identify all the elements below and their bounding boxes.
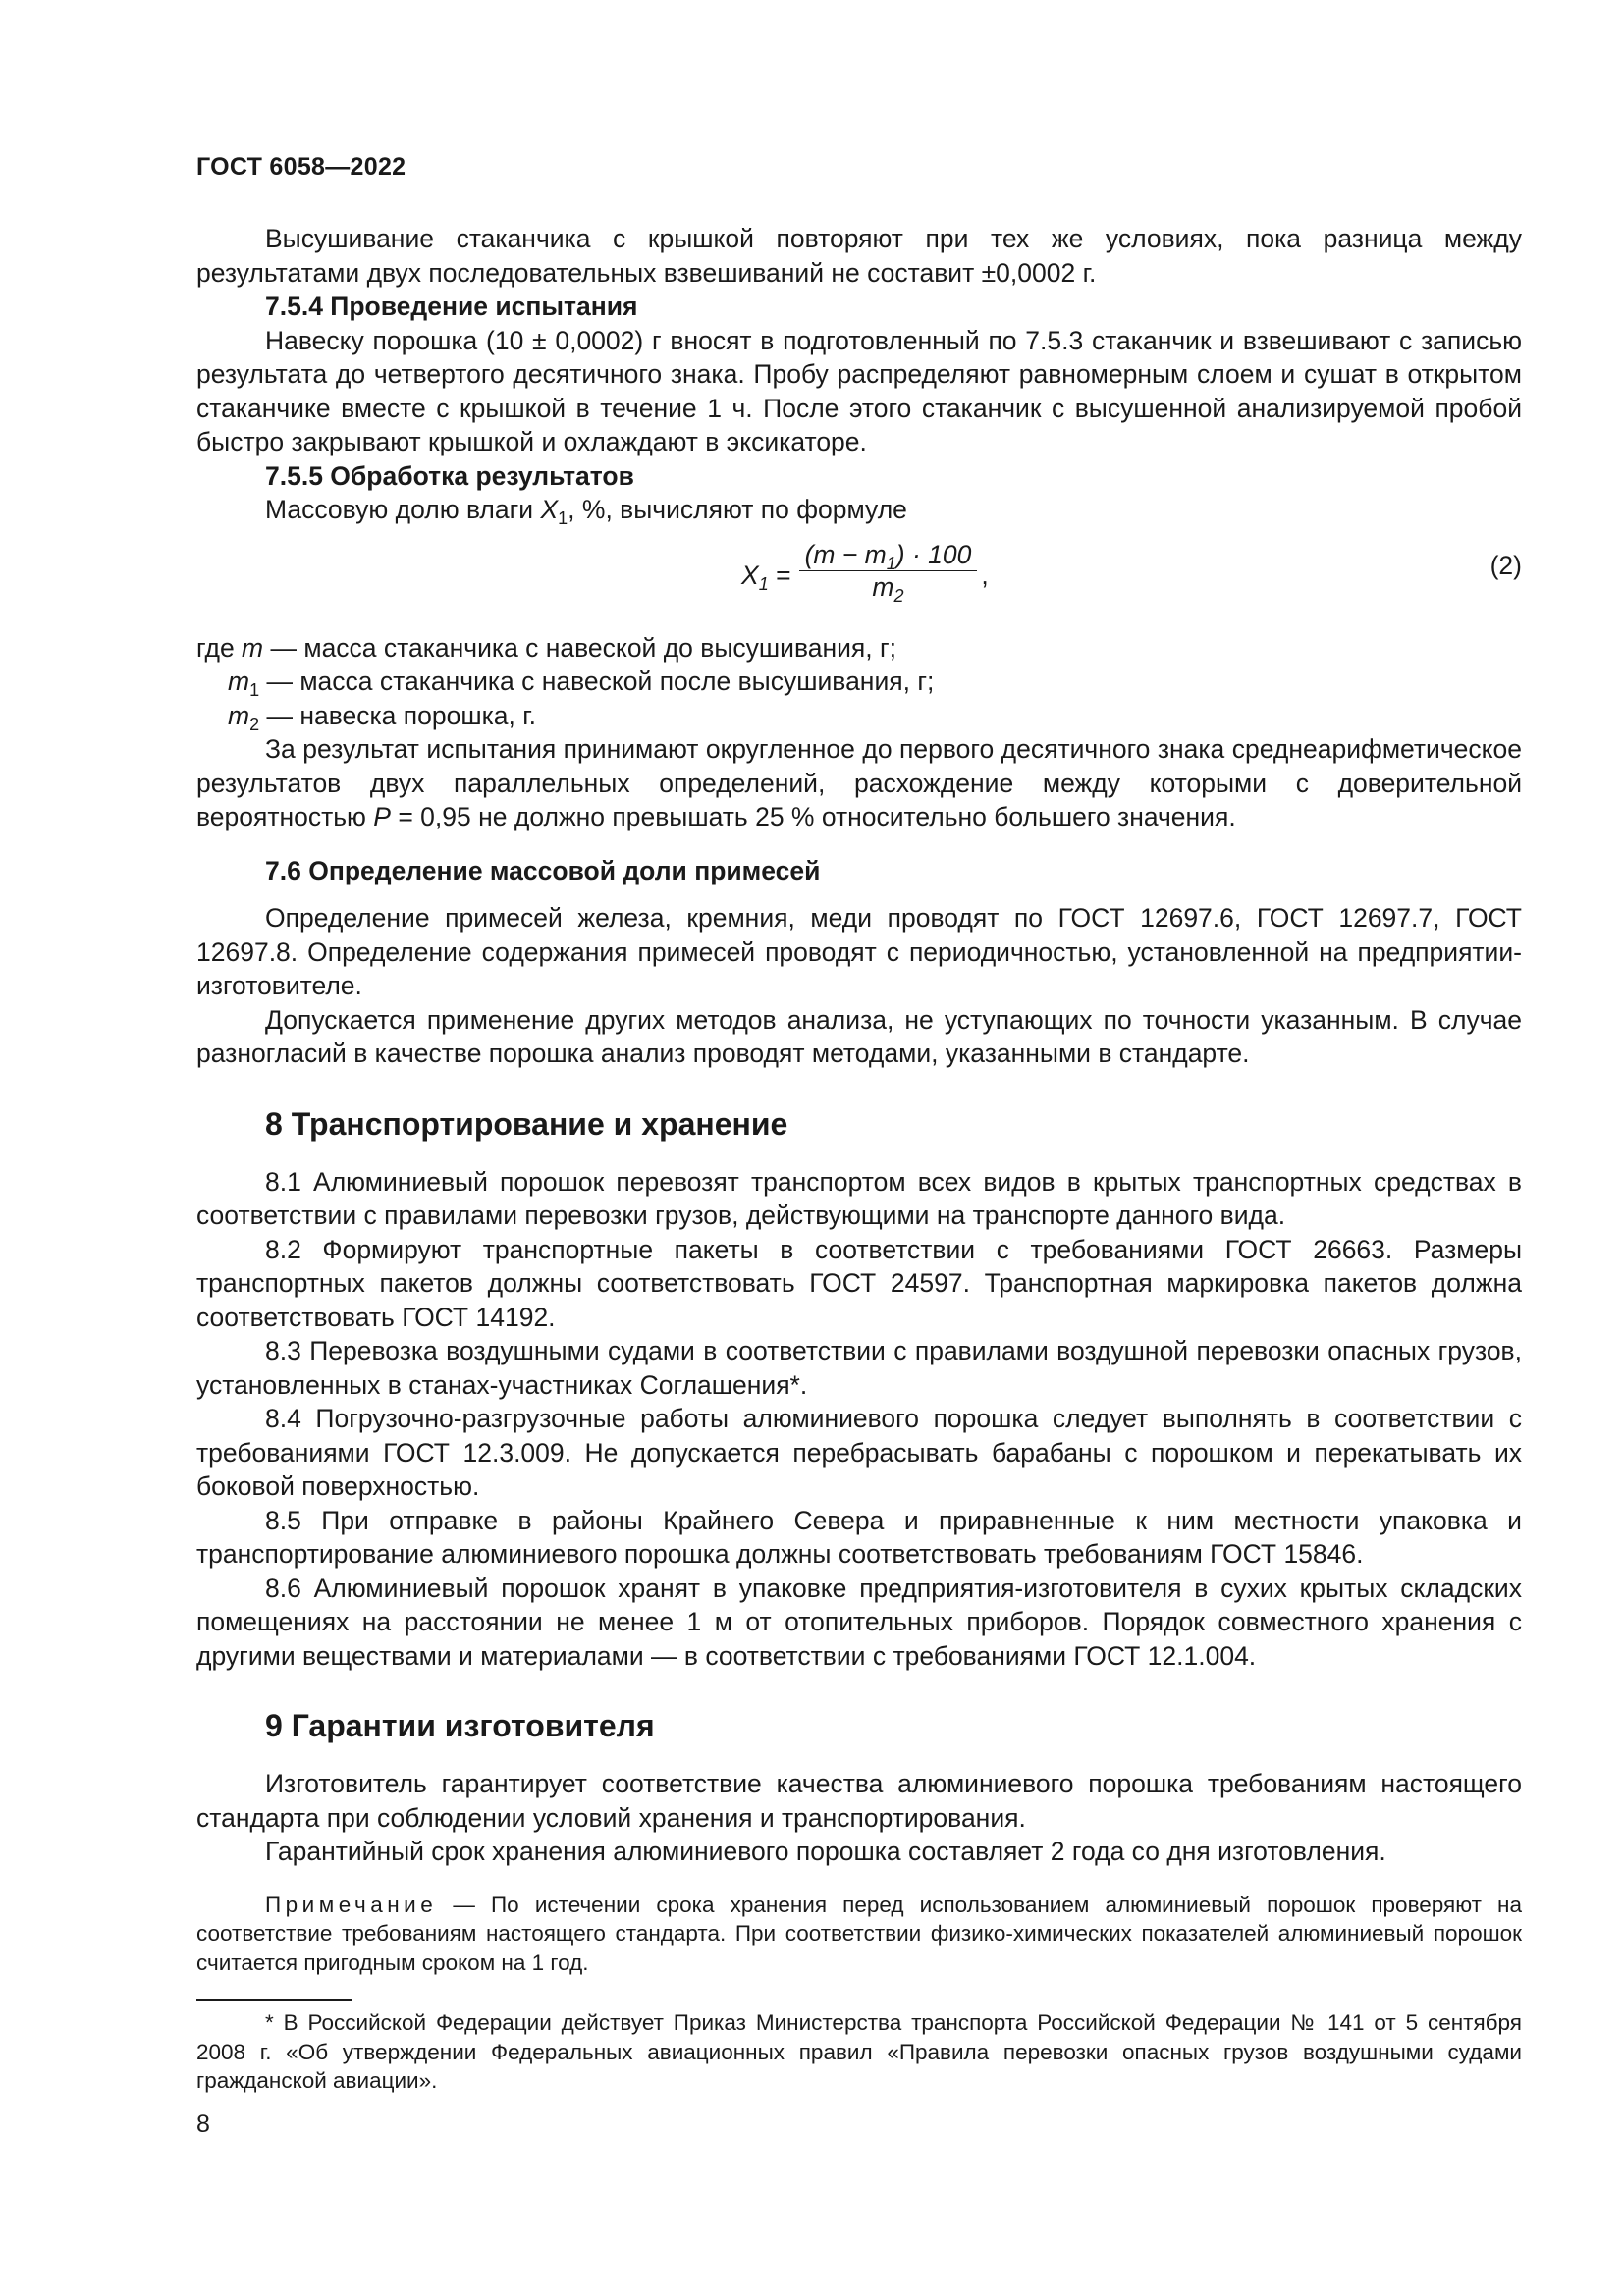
section-7-5-4-text: Навеску порошка (10 ± 0,0002) г вносят в подготовленный по 7.5.3 стаканчик и взвешивают с записью результата до четвертого десятичного знака. Пробу распределяют равномерным слоем и сушат в открытом стаканчике вместе с крышкой в течение 1 ч. После этого стаканчик с высушенной анализируемой пробой быстро закрывают крышкой и охлаждают в эксикаторе. [196, 325, 1522, 456]
formula-number: (2) [1489, 550, 1522, 580]
formula-fraction [799, 539, 978, 606]
formula-denominator: $m_2$ [872, 571, 904, 606]
clause-8-1: 8.1 Алюминиевый порошок перевозят транспортом всех видов в крытых транспортных средствах в соответствии с правилами перевозки грузов, действующими на транспорте данного вида. [196, 1166, 1522, 1230]
formula-intro: Массовую долю влаги $X_1$, %, вычисляют по формуле [265, 495, 907, 528]
variable-x: X [540, 495, 559, 524]
footnote-separator [196, 1999, 352, 2001]
clause-8-5: 8.5 При отправке в районы Крайнего Севера и приравненные к ним местности упаковка и транспортирование алюминиевого порошка должны соответствовать требованиям ГОСТ 15846. [196, 1505, 1522, 1569]
formula: $X_1$ = $\frac{(m - m_1) \cdot 100}{m_2}$ , [741, 539, 989, 606]
note-label: Примечание [265, 1892, 438, 1917]
formula-lhs: $X_1$ = [741, 560, 791, 594]
note: Примечание — По истечении срока хранения перед использованием алюминиевый порошок проверяют на соответствие требованиям настоящего стандарта. При соответствии физико-химических показателей алюминиевый порошок считается пригодным сроком на 1 год. [196, 1892, 1522, 1975]
section-7-5-5-heading: 7.5.5 Обработка результатов [265, 460, 634, 491]
variables-legend [196, 631, 1522, 733]
section-7-6-text-2: Допускается применение других методов анализа, не уступающих по точности указанным. В случае разногласий в качестве порошка анализ проводят методами, указанными в стандарте. [196, 1004, 1522, 1068]
formula-numerator: $(m - m_1) \cdot 100$ [799, 539, 978, 571]
clause-8-2: 8.2 Формируют транспортные пакеты в соответствии с требованиями ГОСТ 26663. Размеры транспортных пакетов должны соответствовать ГОСТ 24597. Транспортная маркировка пакетов должна соответствовать ГОСТ 14192. [196, 1234, 1522, 1332]
footnote: * В Российской Федерации действует Приказ Министерства транспорта Российской Федерации № 141 от 5 сентября 2008 г. «Об утверждении Федеральных авиационных правил «Правила перевозки опасных грузов воздушными судами гражданской авиации». [196, 2010, 1522, 2093]
legend-m2: $m_2$ — навеска порошка, г. [228, 700, 537, 734]
section-9-text-2: Гарантийный срок хранения алюминиевого порошка составляет 2 года со дня изготовления. [265, 1837, 1386, 1866]
clause-8-4: 8.4 Погрузочно-разгрузочные работы алюминиевого порошка следует выполнять в соответствии с требованиями ГОСТ 12.3.009. Не допускается перебрасывать барабаны с порошком и перекатывать их боковой поверхностью. [196, 1404, 1522, 1501]
formula-block [196, 537, 1522, 619]
section-7-6-heading: 7.6 Определение массовой доли примесей [265, 855, 821, 885]
page-number: 8 [196, 2110, 210, 2138]
document-header: ГОСТ 6058—2022 [196, 153, 406, 181]
section-8-heading: 8 Транспортирование и хранение [265, 1105, 788, 1142]
section-7-6-text-1: Определение примесей железа, кремния, меди проводят по ГОСТ 12697.6, ГОСТ 12697.7, ГОСТ 12697.8. Определение содержания примесей проводят с периодичностью, установленной на предприятии-изготовителе. [196, 903, 1522, 1000]
section-9-text-1: Изготовитель гарантирует соответствие качества алюминиевого порошка требованиям настоящего стандарта при соблюдении условий хранения и транспортирования. [196, 1769, 1522, 1833]
paragraph-drying-repeat: Высушивание стаканчика с крышкой повторяют при тех же условиях, пока разница между результатами двух последовательных взвешиваний не составит ±0,0002 г. [196, 224, 1522, 288]
section-9-heading: 9 Гарантии изготовителя [265, 1708, 655, 1743]
section-7-5-4-heading: 7.5.4 Проведение испытания [265, 292, 638, 321]
clause-8-6: 8.6 Алюминиевый порошок хранят в упаковке предприятия-изготовителя в сухих крытых складских помещениях на расстоянии не менее 1 м от отопительных приборов. Порядок совместного хранения с другими веществами и материалами — в соответствии с требованиями ГОСТ 12.1.004. [196, 1573, 1522, 1671]
legend-m: где m — масса стаканчика с навеской до высушивания, г; [196, 632, 897, 663]
clause-8-3: 8.3 Перевозка воздушными судами в соответствии с правилами воздушной перевозки опасных грузов, установленных в станах-участниках Соглашения*. [196, 1336, 1522, 1400]
result-paragraph: За результат испытания принимают округленное до первого десятичного знака среднеарифметическое результатов двух параллельных определений, расхождение между которыми с доверительной вероятностью P = 0,95 не должно превышать 25 % относительно большего значения. [196, 734, 1522, 831]
legend-m1: $m_1$ — масса стаканчика с навеской после высушивания, г; [228, 667, 935, 700]
document-body [196, 222, 1522, 2096]
